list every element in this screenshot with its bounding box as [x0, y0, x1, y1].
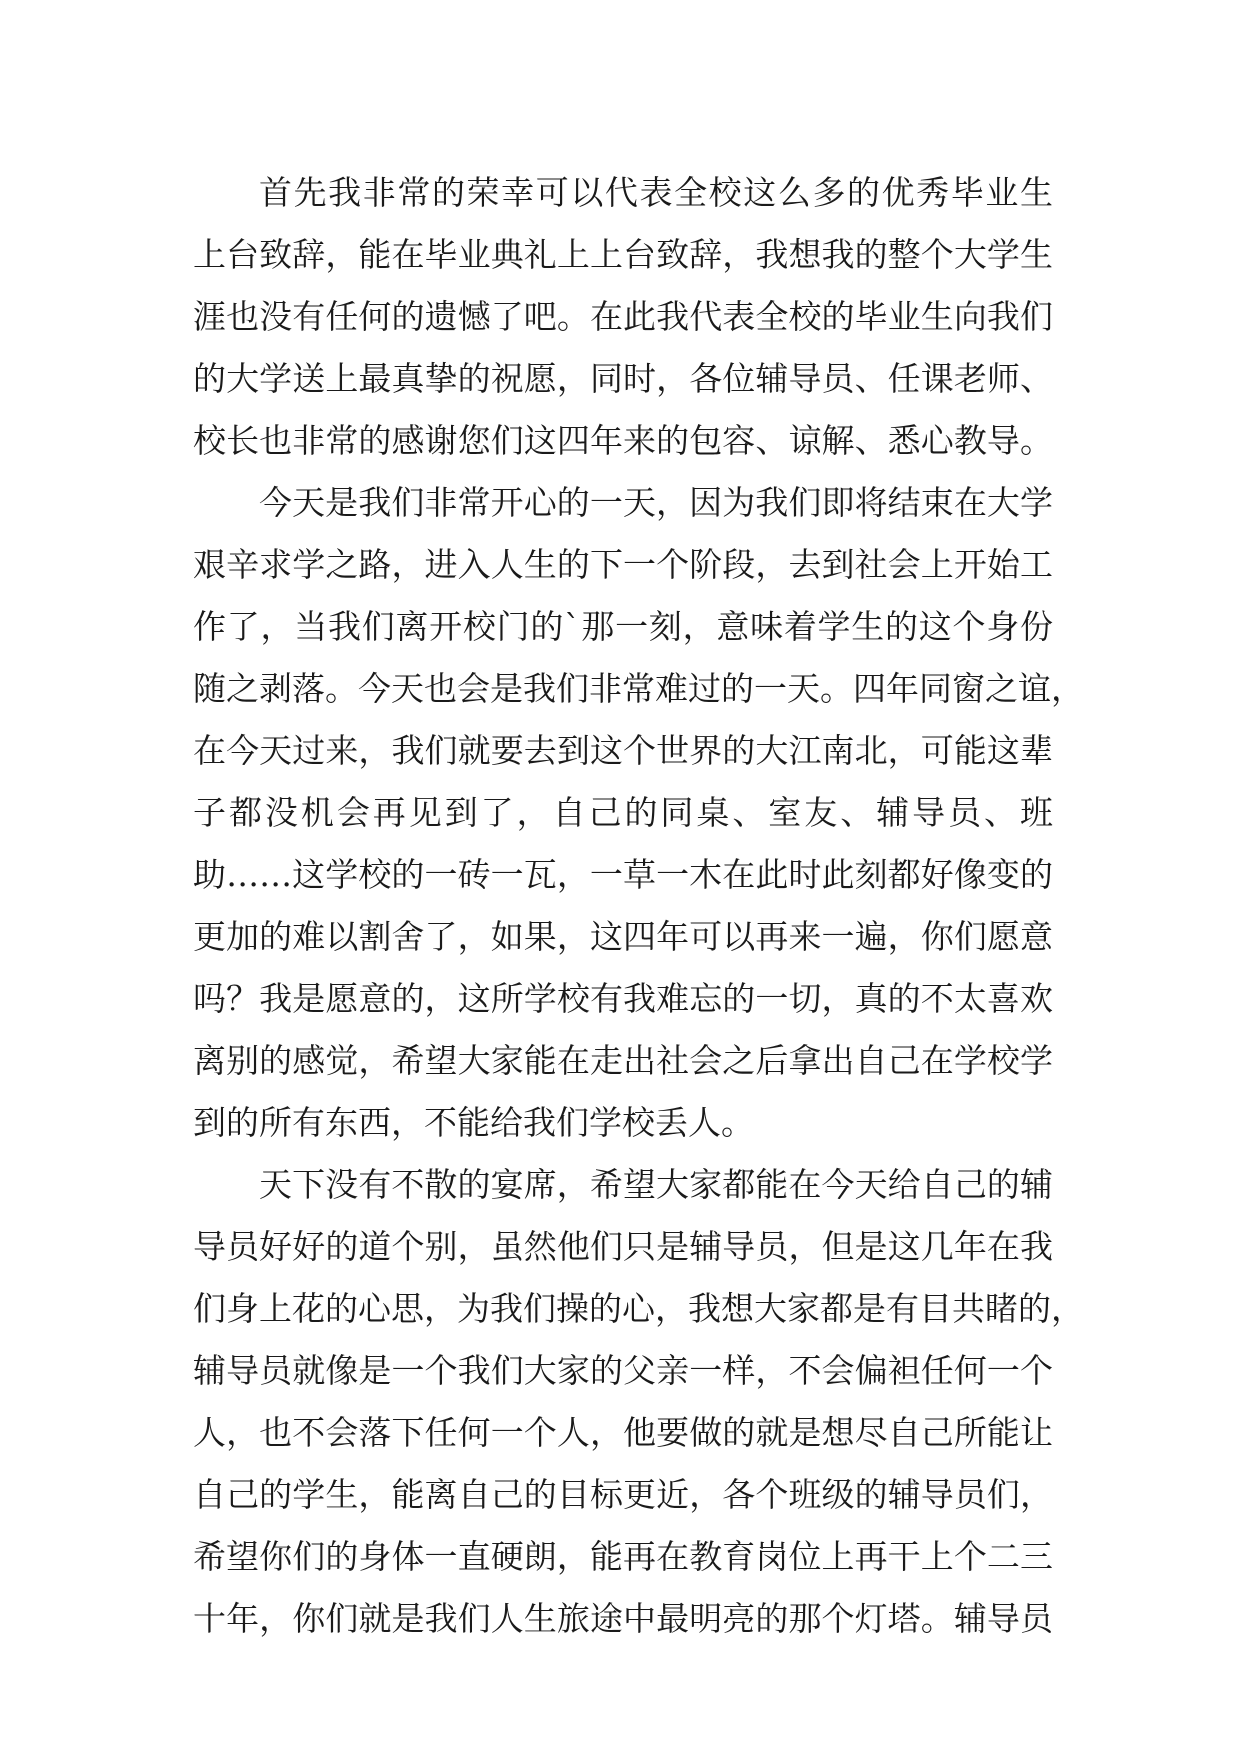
paragraph-2-line-7: 助……这学校的一砖一瓦，一草一木在此时此刻都好像变的	[193, 855, 1053, 894]
paragraph-1-line-5: 校长也非常的感谢您们这四年来的包容、谅解、悉心教导。	[193, 421, 1053, 460]
paragraph-2-line-5: 在今天过来，我们就要去到这个世界的大江南北，可能这辈	[193, 731, 1053, 770]
paragraph-1-line-3: 涯也没有任何的遗憾了吧。在此我代表全校的毕业生向我们	[193, 297, 1053, 336]
paragraph-3-line-1: 天下没有不散的宴席，希望大家都能在今天给自己的辅	[259, 1165, 1053, 1204]
paragraph-3-line-2: 导员好好的道个别，虽然他们只是辅导员，但是这几年在我	[193, 1227, 1053, 1266]
paragraph-3-line-4: 辅导员就像是一个我们大家的父亲一样，不会偏袒任何一个	[193, 1351, 1053, 1390]
paragraph-2-line-10: 离别的感觉，希望大家能在走出社会之后拿出自己在学校学	[193, 1041, 1053, 1080]
paragraph-1-line-4: 的大学送上最真挚的祝愿，同时，各位辅导员、任课老师、	[193, 359, 1053, 398]
body-text	[193, 162, 1084, 1650]
paragraph-3-line-3: 们身上花的心思，为我们操的心，我想大家都是有目共睹的，	[193, 1289, 1084, 1328]
paragraph-3-line-6: 自己的学生，能离自己的目标更近，各个班级的辅导员们，	[193, 1475, 1053, 1514]
paragraph-2-line-3: 作了，当我们离开校门的`那一刻，意味着学生的这个身份	[193, 607, 1053, 646]
paragraph-3-line-5: 人，也不会落下任何一个人，他要做的就是想尽自己所能让	[193, 1413, 1053, 1452]
paragraph-2-line-11: 到的所有东西，不能给我们学校丢人。	[193, 1103, 754, 1142]
paragraph-2-line-2: 艰辛求学之路，进入人生的下一个阶段，去到社会上开始工	[193, 545, 1053, 584]
paragraph-2-line-4: 随之剥落。今天也会是我们非常难过的一天。四年同窗之谊，	[193, 669, 1084, 708]
paragraph-3-line-8: 十年，你们就是我们人生旅途中最明亮的那个灯塔。辅导员	[193, 1599, 1053, 1638]
paragraph-2-line-1: 今天是我们非常开心的一天，因为我们即将结束在大学	[259, 483, 1053, 522]
paragraph-2-line-9: 吗？我是愿意的，这所学校有我难忘的一切，真的不太喜欢	[193, 979, 1053, 1018]
paragraph-3-line-7: 希望你们的身体一直硬朗，能再在教育岗位上再干上个二三	[193, 1537, 1053, 1576]
paragraph-1-line-1: 首先我非常的荣幸可以代表全校这么多的优秀毕业生	[259, 173, 1053, 212]
paragraph-1-line-2: 上台致辞，能在毕业典礼上上台致辞，我想我的整个大学生	[193, 235, 1053, 274]
paragraph-2-line-8: 更加的难以割舍了，如果，这四年可以再来一遍，你们愿意	[193, 917, 1053, 956]
paragraph-2-line-6: 子都没机会再见到了，自己的同桌、室友、辅导员、班	[193, 793, 1053, 832]
